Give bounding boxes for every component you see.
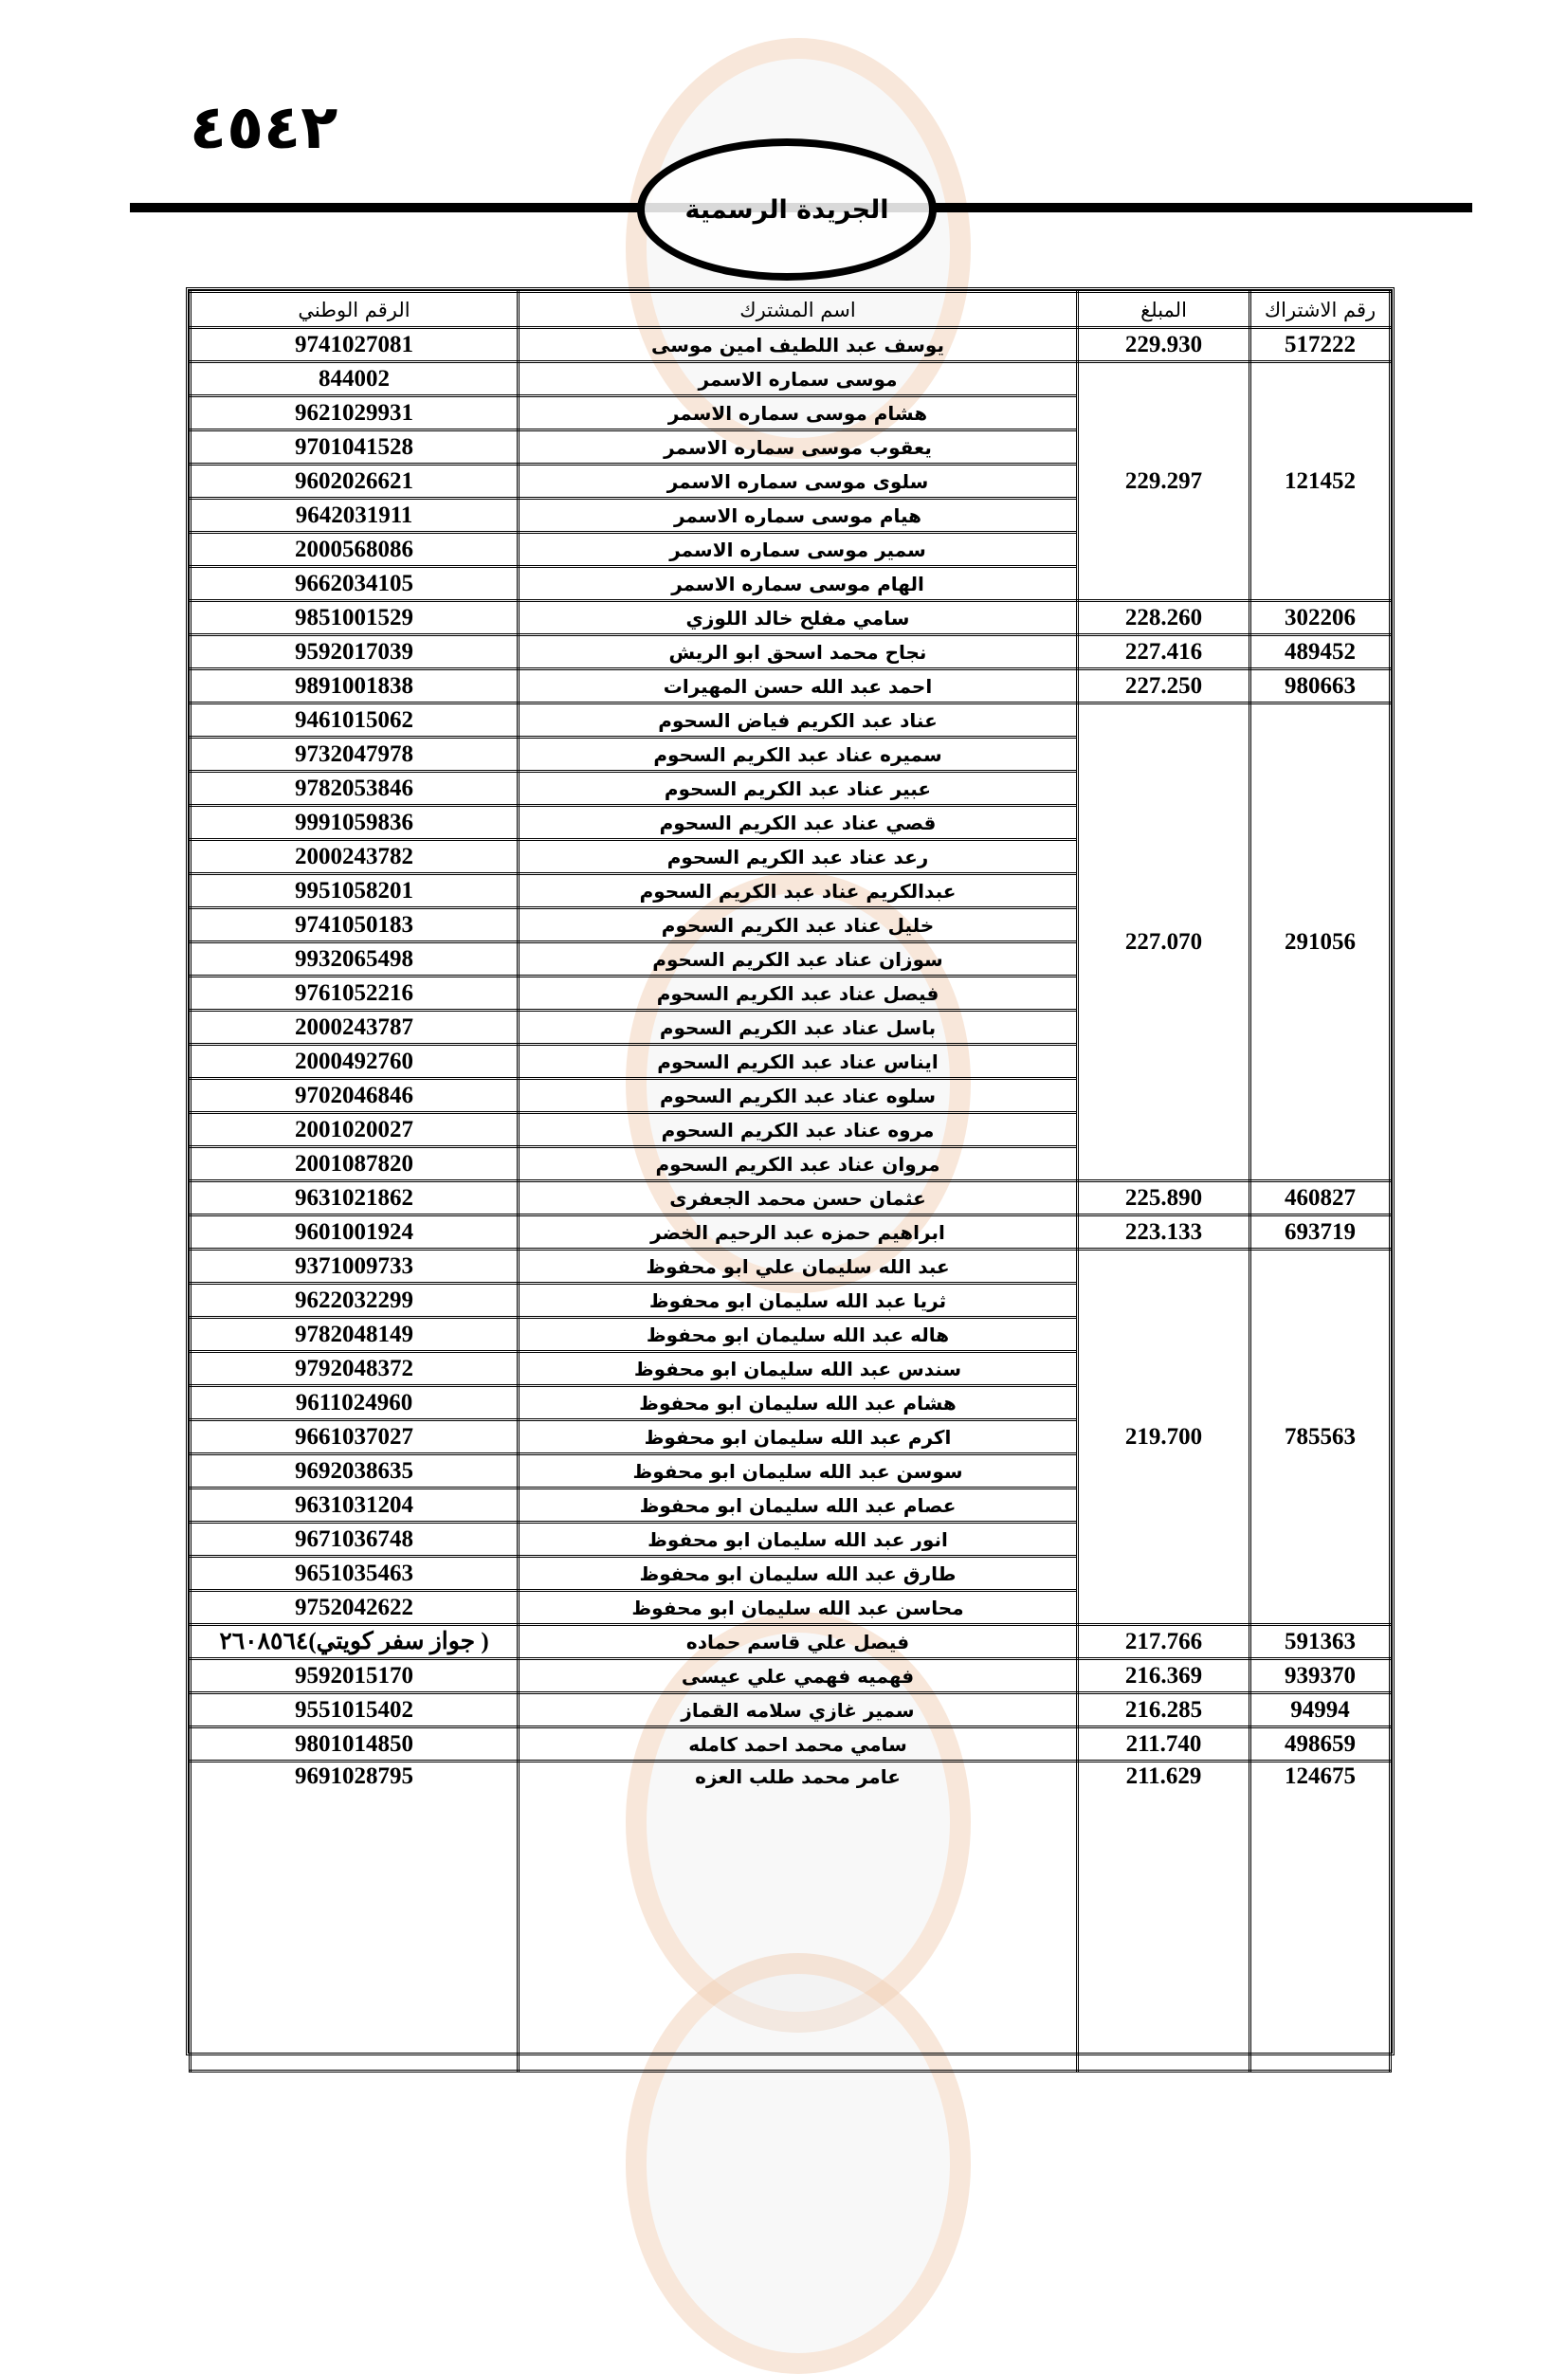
- national-id: 9851001529: [191, 601, 519, 635]
- subscription-number: 980663: [1250, 669, 1391, 703]
- national-id: 9891001838: [191, 669, 519, 703]
- national-id: 9651035463: [191, 1557, 519, 1591]
- subscriber-name: هيام موسى سماره الاسمر: [519, 499, 1078, 533]
- table-row: [191, 669, 1391, 703]
- national-id: 2000243782: [191, 840, 519, 874]
- national-id: 9761052216: [191, 977, 519, 1011]
- national-id: 2000243787: [191, 1011, 519, 1045]
- subscriber-name: خليل عناد عبد الكريم السحوم: [519, 908, 1078, 942]
- subscriber-name: محاسن عبد الله سليمان ابو محفوظ: [519, 1591, 1078, 1625]
- subscription-number: 498659: [1250, 1727, 1391, 1762]
- header-amount: المبلغ: [1078, 292, 1250, 328]
- national-id: 9691028795: [191, 1762, 519, 2072]
- subscriber-name: احمد عبد الله حسن المهيرات: [519, 669, 1078, 703]
- subscription-number: 302206: [1250, 601, 1391, 635]
- subscription-number: 489452: [1250, 635, 1391, 669]
- table-row: [191, 601, 1391, 635]
- subscriber-name: سوسن عبد الله سليمان ابو محفوظ: [519, 1454, 1078, 1488]
- subscriber-name: فهميه فهمي علي عيسى: [519, 1659, 1078, 1693]
- amount: 217.766: [1078, 1625, 1250, 1659]
- subscription-number: 94994: [1250, 1693, 1391, 1727]
- subscriber-name: سامي محمد احمد كامله: [519, 1727, 1078, 1762]
- header-name: اسم المشترك: [519, 292, 1078, 328]
- gazette-title-ellipse: [637, 138, 937, 281]
- subscriber-name: طارق عبد الله سليمان ابو محفوظ: [519, 1557, 1078, 1591]
- subscriber-name: هشام موسى سماره الاسمر: [519, 396, 1078, 430]
- subscriber-name: سندس عبد الله سليمان ابو محفوظ: [519, 1352, 1078, 1386]
- amount: 227.250: [1078, 669, 1250, 703]
- subscriber-name: مروه عناد عبد الكريم السحوم: [519, 1113, 1078, 1147]
- amount: 219.700: [1078, 1250, 1250, 1625]
- national-id: 9752042622: [191, 1591, 519, 1625]
- national-id: 9782053846: [191, 772, 519, 806]
- subscription-number: 291056: [1250, 703, 1391, 1181]
- national-id: 9932065498: [191, 942, 519, 977]
- table-row: [191, 1693, 1391, 1727]
- subscriber-name: سامي مفلح خالد اللوزي: [519, 601, 1078, 635]
- national-id: 2001020027: [191, 1113, 519, 1147]
- amount: 229.297: [1078, 362, 1250, 601]
- subscription-number: 124675: [1250, 1762, 1391, 2072]
- subscriber-name: ثريا عبد الله سليمان ابو محفوظ: [519, 1284, 1078, 1318]
- national-id: 9702046846: [191, 1079, 519, 1113]
- national-id: 9631021862: [191, 1181, 519, 1215]
- table-row: [191, 703, 1391, 738]
- subscriber-name: رعد عناد عبد الكريم السحوم: [519, 840, 1078, 874]
- amount: 216.369: [1078, 1659, 1250, 1693]
- subscriber-name: هاله عبد الله سليمان ابو محفوظ: [519, 1318, 1078, 1352]
- national-id: 2000568086: [191, 533, 519, 567]
- subscriber-name: الهام موسى سماره الاسمر: [519, 567, 1078, 601]
- subscriber-name: عصام عبد الله سليمان ابو محفوظ: [519, 1488, 1078, 1523]
- table-row: [191, 1659, 1391, 1693]
- national-id: 2001087820: [191, 1147, 519, 1181]
- amount: 227.070: [1078, 703, 1250, 1181]
- national-id: 9631031204: [191, 1488, 519, 1523]
- subscriber-name: سوزان عناد عبد الكريم السحوم: [519, 942, 1078, 977]
- amount: 211.740: [1078, 1727, 1250, 1762]
- national-id: 9991059836: [191, 806, 519, 840]
- amount: 211.629: [1078, 1762, 1250, 2072]
- national-id: 9782048149: [191, 1318, 519, 1352]
- national-id: 9951058201: [191, 874, 519, 908]
- subscriber-name: عبد الله سليمان علي ابو محفوظ: [519, 1250, 1078, 1284]
- header-national-id: الرقم الوطني: [191, 292, 519, 328]
- amount: 229.930: [1078, 328, 1250, 362]
- amount: 227.416: [1078, 635, 1250, 669]
- national-id: 9741050183: [191, 908, 519, 942]
- subscriber-name: يوسف عبد اللطيف امين موسى: [519, 328, 1078, 362]
- subscription-number: 121452: [1250, 362, 1391, 601]
- amount: 228.260: [1078, 601, 1250, 635]
- subscription-number: 591363: [1250, 1625, 1391, 1659]
- subscriber-name: نجاح محمد اسحق ابو الريش: [519, 635, 1078, 669]
- national-id: 9692038635: [191, 1454, 519, 1488]
- national-id: 9642031911: [191, 499, 519, 533]
- table-row: [191, 1250, 1391, 1284]
- national-id: 9662034105: [191, 567, 519, 601]
- national-id: 9661037027: [191, 1420, 519, 1454]
- national-id: 9671036748: [191, 1523, 519, 1557]
- table-row: [191, 362, 1391, 396]
- subscriber-name: عبير عناد عبد الكريم السحوم: [519, 772, 1078, 806]
- subscriber-name: عناد عبد الكريم فياض السحوم: [519, 703, 1078, 738]
- national-id: 9551015402: [191, 1693, 519, 1727]
- subscription-number: 939370: [1250, 1659, 1391, 1693]
- table-row: [191, 1762, 1391, 2072]
- table-row: [191, 635, 1391, 669]
- table-row: [191, 1215, 1391, 1250]
- national-id: 2000492760: [191, 1045, 519, 1079]
- subscriber-name: سمير موسى سماره الاسمر: [519, 533, 1078, 567]
- national-id: 9701041528: [191, 430, 519, 465]
- national-id: 9622032299: [191, 1284, 519, 1318]
- subscriber-name: عبدالكريم عناد عبد الكريم السحوم: [519, 874, 1078, 908]
- table-header-row: [191, 292, 1391, 328]
- subscription-number: 517222: [1250, 328, 1391, 362]
- subscriber-name: يعقوب موسى سماره الاسمر: [519, 430, 1078, 465]
- national-id: 844002: [191, 362, 519, 396]
- amount: 225.890: [1078, 1181, 1250, 1215]
- subscriber-name: فيصل علي قاسم حماده: [519, 1625, 1078, 1659]
- subscribers-table: [189, 290, 1392, 2073]
- subscriber-name: فيصل عناد عبد الكريم السحوم: [519, 977, 1078, 1011]
- national-id: ( جواز سفر كويتي)٢٦٠٨٥٦٤: [191, 1625, 519, 1659]
- amount: 216.285: [1078, 1693, 1250, 1727]
- national-id: 9611024960: [191, 1386, 519, 1420]
- amount: 223.133: [1078, 1215, 1250, 1250]
- subscriber-name: انور عبد الله سليمان ابو محفوظ: [519, 1523, 1078, 1557]
- subscriber-name: سلوى موسى سماره الاسمر: [519, 465, 1078, 499]
- national-id: 9371009733: [191, 1250, 519, 1284]
- table-row: [191, 328, 1391, 362]
- national-id: 9741027081: [191, 328, 519, 362]
- national-id: 9792048372: [191, 1352, 519, 1386]
- table-row: [191, 1625, 1391, 1659]
- national-id: 9592015170: [191, 1659, 519, 1693]
- header-subscription: رقم الاشتراك: [1250, 292, 1391, 328]
- subscriber-name: قصي عناد عبد الكريم السحوم: [519, 806, 1078, 840]
- national-id: 9732047978: [191, 738, 519, 772]
- national-id: 9801014850: [191, 1727, 519, 1762]
- subscription-number: 693719: [1250, 1215, 1391, 1250]
- national-id: 9601001924: [191, 1215, 519, 1250]
- gazette-title: الجريدة الرسمية: [684, 194, 889, 225]
- subscriber-name: هشام عبد الله سليمان ابو محفوظ: [519, 1386, 1078, 1420]
- subscriber-name: عامر محمد طلب العزه: [519, 1762, 1078, 2072]
- subscriber-name: ابراهيم حمزه عبد الرحيم الخضر: [519, 1215, 1078, 1250]
- subscriber-name: باسل عناد عبد الكريم السحوم: [519, 1011, 1078, 1045]
- subscriber-name: سميره عناد عبد الكريم السحوم: [519, 738, 1078, 772]
- subscriber-name: مروان عناد عبد الكريم السحوم: [519, 1147, 1078, 1181]
- subscriber-name: ايناس عناد عبد الكريم السحوم: [519, 1045, 1078, 1079]
- national-id: 9602026621: [191, 465, 519, 499]
- national-id: 9461015062: [191, 703, 519, 738]
- subscriber-name: اكرم عبد الله سليمان ابو محفوظ: [519, 1420, 1078, 1454]
- subscriber-name: سمير غازي سلامه القماز: [519, 1693, 1078, 1727]
- national-id: 9592017039: [191, 635, 519, 669]
- subscriber-name: موسى سماره الاسمر: [519, 362, 1078, 396]
- subscriber-name: سلوه عناد عبد الكريم السحوم: [519, 1079, 1078, 1113]
- subscription-number: 460827: [1250, 1181, 1391, 1215]
- table-row: [191, 1181, 1391, 1215]
- subscribers-table-wrapper: [186, 287, 1395, 2055]
- table-body: [191, 328, 1391, 2072]
- page-number: ٤٥٤٢: [190, 93, 338, 163]
- table-row: [191, 1727, 1391, 1762]
- subscription-number: 785563: [1250, 1250, 1391, 1625]
- subscriber-name: عثمان حسن محمد الجعفرى: [519, 1181, 1078, 1215]
- national-id: 9621029931: [191, 396, 519, 430]
